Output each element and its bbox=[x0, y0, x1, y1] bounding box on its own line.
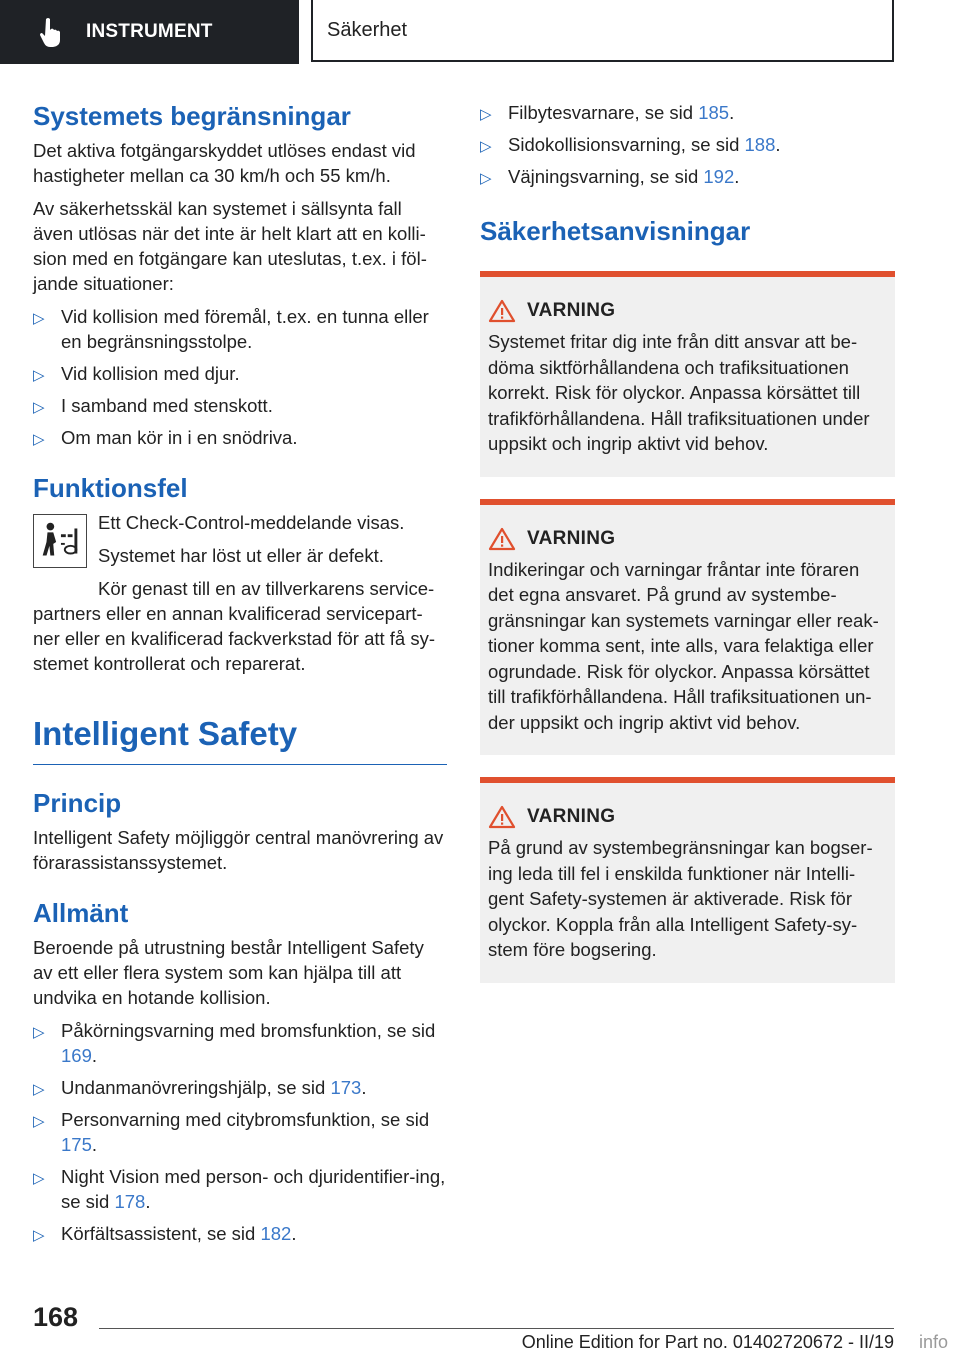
footer-divider bbox=[99, 1328, 894, 1329]
bullet-triangle-icon: ▷ bbox=[33, 310, 45, 327]
page-link[interactable]: 185 bbox=[698, 102, 730, 123]
list-item: ▷ Personvarning med citybromsfunktion, se sid 175. bbox=[33, 1109, 430, 1155]
bullet-triangle-icon: ▷ bbox=[480, 138, 492, 155]
list-item: ▷ Om man kör in i en snödriva. bbox=[33, 425, 447, 450]
malfunction-line-3: Kör genast till en av tillverkarens service- bbox=[98, 578, 435, 599]
bullet-triangle-icon: ▷ bbox=[33, 367, 45, 384]
page-link[interactable]: 169 bbox=[61, 1045, 92, 1066]
warning-box bbox=[480, 271, 895, 477]
left-column bbox=[33, 100, 447, 1268]
page-link[interactable]: 178 bbox=[114, 1191, 146, 1212]
list-item: ▷ Undanmanövreringshjälp, se sid 173. bbox=[33, 1075, 447, 1100]
list-item: ▷ Sidokollisionsvarning, se sid 188. bbox=[480, 132, 895, 157]
page-number: 168 bbox=[33, 1302, 79, 1332]
malfunction-line-2: Systemet har löst ut eller är defekt. bbox=[98, 545, 384, 566]
warning-title: VARNING bbox=[527, 527, 616, 549]
warning-triangle-icon bbox=[488, 527, 516, 551]
limits-paragraph-1: Det aktiva fotgängarskyddet utlöses endast vid hastigheter mellan ca 30 km/h och 55 km/h. bbox=[33, 140, 416, 186]
warning-box bbox=[480, 777, 895, 983]
list-item: ▷ Night Vision med person- och djuridentifier-ing, se sid 178. bbox=[33, 1166, 446, 1212]
bullet-triangle-icon: ▷ bbox=[33, 1113, 45, 1130]
warning-title: VARNING bbox=[527, 806, 616, 827]
right-column bbox=[480, 100, 895, 1005]
list-item: ▷ Vid kollision med djur. bbox=[33, 361, 447, 386]
pedestrian-warning-icon bbox=[33, 514, 87, 568]
list-item: ▷ I samband med stenskott. bbox=[33, 393, 447, 418]
footer-edition: Online Edition for Part no. 01402720672 - II/19 bbox=[521, 1332, 894, 1352]
limits-paragraph-2: Av säkerhetsskäl kan systemet i sällsynta fall även utlösas när det inte är helt klart att en kolli-sion med en fotgängare kan uteslutas, t.ex. i föl-jande situationer: bbox=[33, 198, 427, 294]
principle-heading: Princip bbox=[33, 788, 122, 818]
intelligent-safety-heading-wrap bbox=[33, 712, 447, 765]
page-link[interactable]: 188 bbox=[744, 134, 776, 155]
chapter-tab-label: INSTRUMENT bbox=[86, 21, 213, 42]
warning-triangle-icon bbox=[488, 805, 516, 829]
list-item: ▷ Vid kollision med föremål, t.ex. en tunna eller en begränsningsstolpe. bbox=[33, 306, 429, 352]
list-item: ▷ Filbytesvarnare, se sid 185. bbox=[480, 100, 895, 125]
bullet-triangle-icon: ▷ bbox=[480, 170, 492, 187]
bullet-triangle-icon: ▷ bbox=[33, 1024, 45, 1041]
page-link[interactable]: 173 bbox=[330, 1077, 362, 1098]
malfunction-line-1: Ett Check-Control-meddelande visas. bbox=[98, 512, 405, 533]
page-link[interactable]: 175 bbox=[61, 1134, 92, 1155]
bullet-triangle-icon: ▷ bbox=[33, 399, 45, 416]
hand-pointer-icon bbox=[38, 17, 64, 47]
intelligent-safety-list bbox=[33, 1018, 447, 1246]
malfunction-rest: partners eller en annan kvalificerad servicepart-ner eller en kvalificerad fackverkstad för att få sy-stemet kontrollerat och reparerat. bbox=[33, 603, 436, 674]
general-heading: Allmänt bbox=[33, 898, 129, 928]
warning-box bbox=[480, 499, 895, 756]
warning-text: Indikeringar och varningar fråntar inte föraren det egna ansvaret. På grund av systembe-gränsningar kan systemets varningar eller reak-tioner komma sent, inte alls, vara felaktiga eller ogrundade. Risk för olyckor. Anpassa körsättet till trafikförhållandena. Håll trafiksituationen un-der uppsikt och ingrip aktivt vid behov. bbox=[488, 558, 879, 733]
intelligent-safety-list-continued bbox=[480, 100, 895, 189]
warning-title: VARNING bbox=[527, 300, 616, 321]
bullet-triangle-icon: ▷ bbox=[480, 106, 492, 123]
safety-heading: Säkerhetsanvisningar bbox=[480, 216, 751, 246]
principle-text: Intelligent Safety möjliggör central manövrering av förarassistanssystemet. bbox=[33, 827, 444, 873]
bullet-triangle-icon: ▷ bbox=[33, 1081, 45, 1098]
limits-list bbox=[33, 304, 447, 450]
malfunction-heading: Funktionsfel bbox=[33, 473, 188, 503]
malfunction-block bbox=[33, 510, 447, 676]
page-link[interactable]: 192 bbox=[703, 166, 735, 187]
warning-text: På grund av systembegränsningar kan bogser-ing leda till fel i enskilda funktioner när Intelli-gent Safety-systemen är aktiverade. Risk för olyckor. Koppla från alla Intelligent Safety-sy-stem före bogsering. bbox=[488, 837, 873, 960]
list-item: ▷ Väjningsvarning, se sid 192. bbox=[480, 164, 895, 189]
section-title: Säkerhet bbox=[327, 18, 408, 41]
page-link[interactable]: 182 bbox=[260, 1223, 292, 1244]
warning-triangle-icon bbox=[488, 299, 516, 323]
general-text: Beroende på utrustning består Intelligent Safety av ett eller flera system som kan hjälpa till att undvika en hotande kollision. bbox=[33, 937, 424, 1008]
chapter-tab[interactable] bbox=[0, 0, 299, 64]
warning-text: Systemet fritar dig inte från ditt ansvar att be-döma siktförhållandena och trafiksituationen korrekt. Risk för olyckor. Anpassa körsättet till trafikförhållandena. Håll trafiksituationen under uppsikt och ingrip aktivt vid behov. bbox=[488, 331, 870, 454]
list-item: ▷ Påkörningsvarning med bromsfunktion, se sid 169. bbox=[33, 1020, 436, 1066]
bullet-triangle-icon: ▷ bbox=[33, 431, 45, 448]
bullet-triangle-icon: ▷ bbox=[33, 1170, 45, 1187]
limits-heading: Systemets begränsningar bbox=[33, 101, 351, 131]
watermark: info bbox=[918, 1332, 948, 1352]
list-item: ▷ Körfältsassistent, se sid 182. bbox=[33, 1221, 447, 1246]
bullet-triangle-icon: ▷ bbox=[33, 1227, 45, 1244]
intelligent-safety-heading: Intelligent Safety bbox=[33, 715, 298, 752]
section-header bbox=[311, 0, 894, 62]
